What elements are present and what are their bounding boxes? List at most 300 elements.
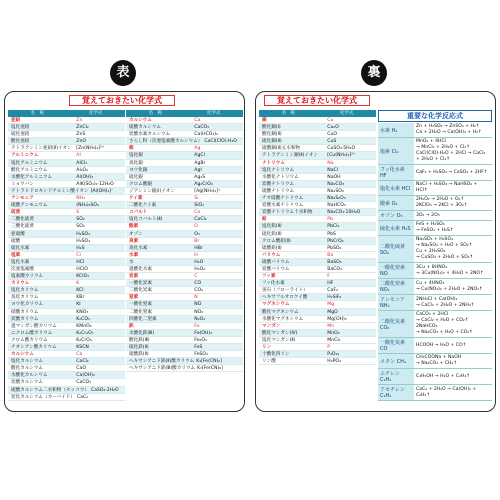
chemical-formula: SiO₂ [194, 203, 204, 209]
gas-label: エチレン C₂H₄ [378, 369, 414, 384]
compound-name: 水酸化マグネシウム [262, 316, 304, 322]
chemical-formula: O₃ [194, 231, 200, 237]
table-row [126, 280, 243, 287]
table-row [126, 167, 243, 174]
table-row [8, 145, 125, 152]
table-row [259, 287, 376, 294]
chemical-formula: NaHCO₃ [327, 203, 346, 209]
reaction-row [378, 123, 492, 138]
reaction-equation: HCOOH → H₂O + CO↑ [416, 342, 467, 348]
reaction-equations [414, 385, 492, 400]
chemical-formula: P₄O₁₀ [327, 352, 340, 358]
compound-name: ヨウ化カリウム [11, 302, 44, 308]
table-row [8, 330, 125, 337]
reaction-equations [414, 221, 492, 235]
chemical-formula: Br [194, 238, 200, 244]
table-row [126, 174, 243, 181]
compound-name: 二酸化硫黄 [11, 217, 34, 223]
chemical-formula: AgBr [194, 160, 206, 166]
table-header [8, 110, 125, 117]
chemical-formula: CaCl(ClO)·H₂O [204, 139, 237, 145]
chemical-formula: AgI [194, 167, 202, 173]
element-section-row [259, 323, 376, 330]
gas-label: アンモニア NH₃ [378, 295, 414, 310]
compound-name: 硫化銀 [129, 174, 143, 180]
element-section-row [8, 252, 125, 259]
chemical-formula: CO₂ [194, 288, 203, 294]
compound-name: 硫酸カルシウム二水和物（セッコウ） [11, 387, 89, 393]
chemical-formula: Ca(OH)₂ [76, 373, 95, 379]
table-row [8, 337, 125, 344]
compound-name: ミョウバン [11, 181, 34, 187]
reaction-row [378, 211, 492, 221]
gas-label: 硫化水素 H₂S [378, 221, 414, 235]
reaction-equation: → CaCl₂ + 2H₂O + 2NH₃↑ [416, 302, 475, 308]
chemical-formula: NaCl [327, 167, 339, 173]
table-row [259, 337, 376, 344]
element-section-row [126, 238, 243, 245]
chemical-formula: AgCl [194, 153, 205, 159]
chemical-formula: MnO₂ [327, 330, 340, 336]
chemical-formula: HBr [194, 245, 203, 251]
reaction-equation: Zn + H₂SO₄ → ZnSO₄ + H₂↑ [416, 124, 480, 129]
compound-name: 二酸化窒素 [129, 309, 152, 315]
element-section-row [126, 145, 243, 152]
table-header [126, 110, 243, 117]
compound-name: 硫酸ナトリウム [262, 188, 295, 194]
element-section-row [8, 209, 125, 216]
reaction-equation: → Cu(NO₃)₂ + 2H₂O + 2NO₂↑ [416, 286, 483, 292]
chemical-formula: Mn [327, 323, 335, 329]
reaction-equations [414, 263, 492, 278]
chemical-formula: K₂Cr₂O₇ [76, 330, 94, 336]
chemical-formula: FeS [194, 345, 203, 350]
chemical-formula: KClO₃ [76, 274, 89, 280]
chemical-formula: H₂SiF₆ [327, 295, 342, 301]
table-row [259, 145, 376, 152]
compound-name: 蛍石（フローライト） [262, 288, 308, 294]
chemical-formula: CaC₂ [76, 394, 89, 400]
reaction-equation: FeS + H₂SO₄ [416, 222, 445, 227]
compound-name: リン酸 [262, 359, 276, 365]
compound-name: 炭酸ナトリウム [262, 181, 295, 187]
chemical-formula: CuS [327, 139, 337, 145]
compound-name: 銅 [262, 118, 267, 123]
front-title: 覚えておきたい化学式 [69, 95, 175, 106]
compound-name: 窒素 [129, 295, 139, 301]
chemical-formula: [Zn(NH₃)₄]²⁺ [76, 146, 105, 152]
compound-name: 炭化カルシウム（カーバイド） [11, 394, 75, 400]
chemical-formula: NaOH [327, 174, 341, 180]
reaction-row [378, 165, 492, 181]
compound-name: マンガン [262, 323, 281, 329]
compound-name: さらし粉（次亜塩素酸カルシウム） [129, 139, 203, 145]
table-row [126, 152, 243, 159]
compound-name: ヘキサシアニド鉄(Ⅱ)酸カリウム [129, 359, 195, 365]
chemical-formula: N [194, 295, 198, 301]
chemical-formula: Co [194, 210, 201, 216]
element-section-row [259, 273, 376, 280]
table-row [126, 351, 243, 358]
table-row [8, 323, 125, 330]
chemical-formula: Mg(OH)₂ [327, 316, 347, 322]
front-right-table [126, 110, 243, 408]
column-formula-header: 化学式 [207, 111, 221, 116]
chemical-formula: Pb [327, 217, 333, 223]
compound-name: 水酸化アルミニウム [11, 174, 53, 180]
table-header [259, 110, 376, 117]
table-row [8, 365, 125, 372]
gas-label: 酸素 O₂ [378, 196, 414, 210]
table-row [8, 358, 125, 365]
chemical-formula: KBr [76, 295, 85, 301]
compound-name: 塩化銀 [129, 153, 143, 159]
compound-name: 硝酸カリウム [11, 309, 39, 315]
compound-name: 臭化銀 [129, 160, 143, 166]
table-row [259, 167, 376, 174]
compound-name: 酸化鉄(Ⅲ) [129, 337, 150, 343]
compound-name: 硫酸銅(Ⅱ)五水和物 [262, 146, 301, 152]
table-row [259, 174, 376, 181]
table-row [8, 316, 125, 323]
compound-name: 水素 [129, 252, 139, 258]
compound-name: 臭素 [129, 238, 139, 244]
table-row [8, 301, 125, 308]
back-card [255, 91, 496, 412]
chemical-formula: Si [194, 196, 199, 202]
chemical-formula: P [327, 345, 331, 350]
table-row [259, 330, 376, 337]
column-formula-header: 化学式 [340, 111, 354, 116]
table-row [8, 287, 125, 294]
gas-label: 二酸化硫黄 SO₂ [378, 236, 414, 262]
compound-name: チオシアン酸カリウム [11, 345, 57, 350]
table-row [126, 287, 243, 294]
back-badge: 裏 [361, 60, 387, 86]
table-row [8, 174, 125, 181]
compound-name: テトラヒドロキシドアルミン酸イオン [11, 188, 89, 194]
reaction-row [378, 338, 492, 354]
gas-label: 二酸化窒素 NO₂ [378, 279, 414, 294]
compound-name: クロム酸鉛(Ⅱ) [262, 238, 291, 244]
reaction-equation: CaF₂ + H₂SO₄ → CaSO₄ + 2HF↑ [416, 169, 488, 175]
compound-name: 炭酸カルシウム [11, 380, 43, 386]
chemical-formula: Cu₂O [327, 125, 339, 131]
table-row [126, 266, 243, 273]
compound-name: フッ素 [262, 274, 276, 280]
table-row [8, 394, 125, 401]
compound-name: 炭酸水素カルシウム [129, 132, 171, 138]
table-row [8, 294, 125, 301]
compound-name: 三酸化硫黄 [11, 224, 34, 230]
table-row [126, 245, 243, 252]
gas-label: アセチレン C₂H₂ [378, 385, 414, 400]
compound-name: 水酸化鉄(Ⅲ) [129, 330, 155, 336]
compound-name: 酸化アルミニウム [11, 167, 48, 173]
reaction-equations [414, 354, 492, 368]
table-row [259, 181, 376, 188]
chemical-formula: C [194, 274, 198, 280]
element-section-row [126, 252, 243, 259]
column-name-header: 名 称 [30, 111, 44, 116]
chemical-formula: [Cu(NH₃)₄]²⁺ [327, 153, 356, 159]
compound-name: カルシウム [11, 352, 34, 358]
chemical-formula: K₃[Fe(CN)₆] [197, 366, 223, 372]
chemical-formula: FeSO₄ [194, 352, 208, 358]
table-row [259, 245, 376, 252]
chemical-formula: SO₃ [76, 224, 85, 230]
compound-name: 炭酸水素ナトリウム [262, 203, 304, 209]
compound-name: 酸化マンガン(Ⅳ) [262, 330, 298, 336]
table-row [8, 160, 125, 167]
table-row [8, 387, 125, 394]
chemical-formula: KI [76, 302, 81, 308]
chemical-formula: CaF₂ [327, 288, 338, 294]
table-row [8, 238, 125, 245]
compound-name: 鉛 [262, 217, 267, 223]
table-row [259, 238, 376, 245]
reaction-title: 重要な化学反応式 [378, 110, 492, 122]
table-row [259, 202, 376, 209]
compound-name: ジアンミン銀(Ⅰ)イオン [129, 188, 175, 194]
reaction-equation: CaCl(ClO)·H₂O + 2HCl → CaCl₂ + 2H₂O + Cl₂↑ [416, 151, 486, 162]
reaction-equation: 2H₂O₂ → 2H₂O + O₂↑ [416, 197, 465, 202]
table-row [8, 202, 125, 209]
compound-name: 硫酸鉛(Ⅱ) [262, 245, 282, 251]
chemical-formula: BaCO₃ [327, 266, 342, 272]
back-formula-table [259, 110, 376, 408]
table-row [259, 316, 376, 323]
compound-name: 硫酸アンモニウム [11, 203, 48, 209]
chemical-formula: NO₂ [194, 309, 204, 315]
reaction-equations [414, 196, 492, 210]
table-row [8, 231, 125, 238]
compound-name: クロム酸カリウム [11, 337, 48, 343]
chemical-formula: ZnS [76, 132, 86, 138]
compound-name: マグネシウム [262, 302, 290, 308]
compound-name: 塩化マンガン(Ⅱ) [262, 337, 296, 343]
compound-name: リン [262, 345, 272, 350]
reaction-row [378, 369, 492, 385]
reaction-equation: MnO₂ + 4HCl [416, 139, 446, 144]
element-section-row [8, 152, 125, 159]
chemical-formula: CaCl₂ [76, 359, 89, 365]
table-row [126, 216, 243, 223]
chemical-formula: CuSO₄·5H₂O [327, 146, 356, 152]
compound-name: ヘキサフルオロケイ酸 [262, 295, 308, 301]
front-card [4, 91, 245, 412]
compound-name: テトラアンミン亜鉛(Ⅱ)イオン [11, 146, 72, 152]
table-row [8, 245, 125, 252]
table-row [126, 160, 243, 167]
chemical-formula: H₂O [194, 259, 204, 265]
chemical-formula: HCl [76, 259, 85, 265]
chemical-formula: Ca [194, 118, 201, 123]
chemical-formula: K₂CO₃ [76, 316, 90, 322]
compound-name: 塩化カリウム [11, 288, 39, 294]
table-row [8, 309, 125, 316]
reaction-equation: → FeSO₄ + H₂S↑ [416, 228, 454, 233]
element-section-row [126, 294, 243, 301]
chemical-formula: AlK(SO₄)₂·12H₂O [76, 181, 114, 187]
reaction-equations [414, 181, 492, 195]
table-row [8, 223, 125, 230]
compound-name: ケイ素 [129, 196, 143, 202]
chemical-formula: Cu [327, 118, 334, 123]
reaction-equation: → Na₂CO₃ + H₂O + CO₂↑ [416, 330, 474, 335]
table-row [126, 188, 243, 195]
chemical-formula: Al [76, 153, 81, 159]
reaction-equation: Cu + 4HNO₃ [416, 280, 445, 286]
compound-name: 酸化亜鉛 [11, 139, 30, 145]
reaction-equation: NaCl + H₂SO₄ → NaHSO₄ + HCl↑ [416, 182, 478, 193]
compound-name: クロム酸銀 [129, 181, 152, 187]
chemical-formula: Zn [76, 118, 83, 123]
table-row [126, 316, 243, 323]
chemical-formula: K [76, 281, 80, 287]
table-row [259, 188, 376, 195]
element-section-row [259, 252, 376, 259]
compound-name: 塩化カルシウム [11, 359, 43, 365]
compound-name: 炭酸カリウム [11, 316, 39, 322]
chemical-formula: H₂SO₃ [76, 231, 90, 237]
compound-name: テトラアンミン銅(Ⅱ)イオン [262, 153, 319, 159]
chemical-formula: NH₃ [76, 196, 86, 202]
reaction-equation: CaCO₃ + 2HCl [416, 312, 449, 317]
reaction-row [378, 263, 492, 279]
compound-name: 過マンガン酸カリウム [11, 323, 57, 329]
compound-name: 硫酸バリウム [262, 259, 290, 265]
reaction-equation: CH₃COONa + NaOH [416, 355, 462, 360]
compound-name: 塩化鉛(Ⅱ) [262, 224, 282, 230]
reaction-equation: CaC₂ + 2H₂O → Ca(OH)₂ + C₂H₂↑ [416, 386, 477, 398]
reaction-row [378, 354, 492, 369]
element-section-row [126, 323, 243, 330]
reaction-equation: 2NH₄Cl + Ca(OH)₂ [416, 296, 458, 302]
chemical-formula: Fe [194, 323, 200, 329]
reaction-equations [414, 311, 492, 337]
compound-name: 臭化カリウム [11, 295, 39, 301]
reaction-equation: Na₂SO₃ + H₂SO₄ [416, 237, 453, 242]
table-row [8, 131, 125, 138]
chemical-formula: PbCl₂ [327, 224, 340, 230]
compound-name: 硫化亜鉛 [11, 132, 30, 138]
element-section-row [259, 160, 376, 167]
reaction-equation: 2NaHCO₃ [416, 324, 438, 329]
element-section-row [126, 223, 243, 230]
chemical-formula: Na₂SO₄ [327, 188, 344, 194]
chemical-formula: H₂SO₄ [76, 238, 90, 244]
chemical-formula: Ca(HCO₃)₂ [194, 132, 218, 138]
chemical-formula: KSCN [76, 345, 89, 350]
reaction-equation: Cu + 2H₂SO₄ [416, 249, 446, 254]
chemical-formula: HF [327, 281, 334, 287]
reaction-equation: C₂H₅OH → H₂O + C₂H₄↑ [416, 373, 471, 379]
chemical-formula: (NH₄)₂SO₄ [76, 203, 99, 209]
chemical-formula: [Al(OH)₄]⁻ [90, 188, 114, 194]
table-row [126, 337, 243, 344]
chemical-formula: Ba [327, 252, 334, 258]
compound-name: 塩化アルミニウム [11, 160, 48, 166]
table-row [126, 124, 243, 131]
reaction-equation: 3Cu + 8HNO₃ [416, 264, 448, 270]
gas-label: メタン CH₄ [378, 354, 414, 368]
chemical-formula: Ag₂S [194, 174, 206, 180]
reaction-row [378, 295, 492, 311]
compound-name: 酸化銅(Ⅱ) [262, 132, 282, 138]
table-row [259, 131, 376, 138]
compound-name: 一酸化窒素 [129, 302, 152, 308]
compound-name: 硫酸カルシウム [129, 125, 161, 131]
compound-name: アンモニア [11, 196, 34, 202]
chemical-formula: BaSO₄ [327, 259, 342, 265]
chemical-formula: CuO [327, 132, 338, 138]
compound-name: ヘキサシアニド鉄(Ⅲ)酸カリウム [129, 366, 196, 372]
reaction-row [378, 196, 492, 211]
table-row [8, 259, 125, 266]
reaction-equation: → CaCl₂ + H₂O + CO₂↑ [416, 318, 469, 323]
table-row [126, 259, 243, 266]
table-row [259, 138, 376, 145]
chemical-formula: Al₂O₃ [76, 167, 89, 173]
chemical-formula: N₂O₄ [194, 316, 206, 322]
reaction-row [378, 385, 492, 401]
chemical-formula: KNO₃ [76, 309, 89, 315]
table-row [8, 266, 125, 273]
table-row [8, 181, 125, 188]
reaction-row [378, 181, 492, 196]
table-row [126, 344, 243, 351]
reaction-equation: 2KClO₃ → 2KCl + 3O₂↑ [416, 203, 468, 208]
compound-name: 次亜塩素酸 [11, 266, 34, 272]
chemical-formula: KMnO₄ [76, 323, 92, 329]
reaction-equation: Ca + 2H₂O → Ca(OH)₂ + H₂↑ [416, 130, 482, 135]
compound-name: 過酸化水素 [129, 266, 152, 272]
table-row [126, 301, 243, 308]
reaction-equation: → Na₂CO₃ + CH₄↑ [416, 361, 458, 366]
table-row [126, 131, 243, 138]
table-row [8, 379, 125, 386]
compound-name: アルミニウム [11, 153, 39, 159]
compound-name: 一酸化炭素 [129, 281, 152, 287]
reaction-equation: → CuSO₄ + 2H₂O + SO₂↑ [416, 255, 474, 260]
compound-name: 硫化銅(Ⅱ) [262, 139, 282, 145]
compound-name: 炭酸バリウム [262, 266, 290, 272]
element-section-row [126, 117, 243, 124]
table-row [126, 365, 243, 372]
chemical-formula: CaSO₄·2H₂O [90, 387, 119, 393]
compound-name: 臭化水素 [129, 245, 148, 251]
compound-name: カリウム [11, 281, 30, 287]
table-row [259, 195, 376, 202]
reaction-equations [414, 211, 492, 220]
element-section-row [126, 273, 243, 280]
compound-name: 硫化水素 [11, 245, 30, 251]
reaction-equation: 3O₂ → 2O₃ [416, 212, 440, 218]
chemical-formula: CaO [76, 366, 86, 372]
chemical-formula: Mg [327, 302, 335, 308]
table-row [259, 209, 376, 216]
chemical-formula: H₂S [76, 245, 85, 251]
compound-name: 二酸化ケイ素 [129, 203, 157, 209]
table-row [8, 138, 125, 145]
element-section-row [126, 195, 243, 202]
reaction-panel [378, 110, 492, 408]
table-row [259, 266, 376, 273]
chemical-formula: CoCl₂ [194, 217, 207, 223]
compound-name: 塩素 [11, 252, 21, 258]
element-section-row [259, 301, 376, 308]
